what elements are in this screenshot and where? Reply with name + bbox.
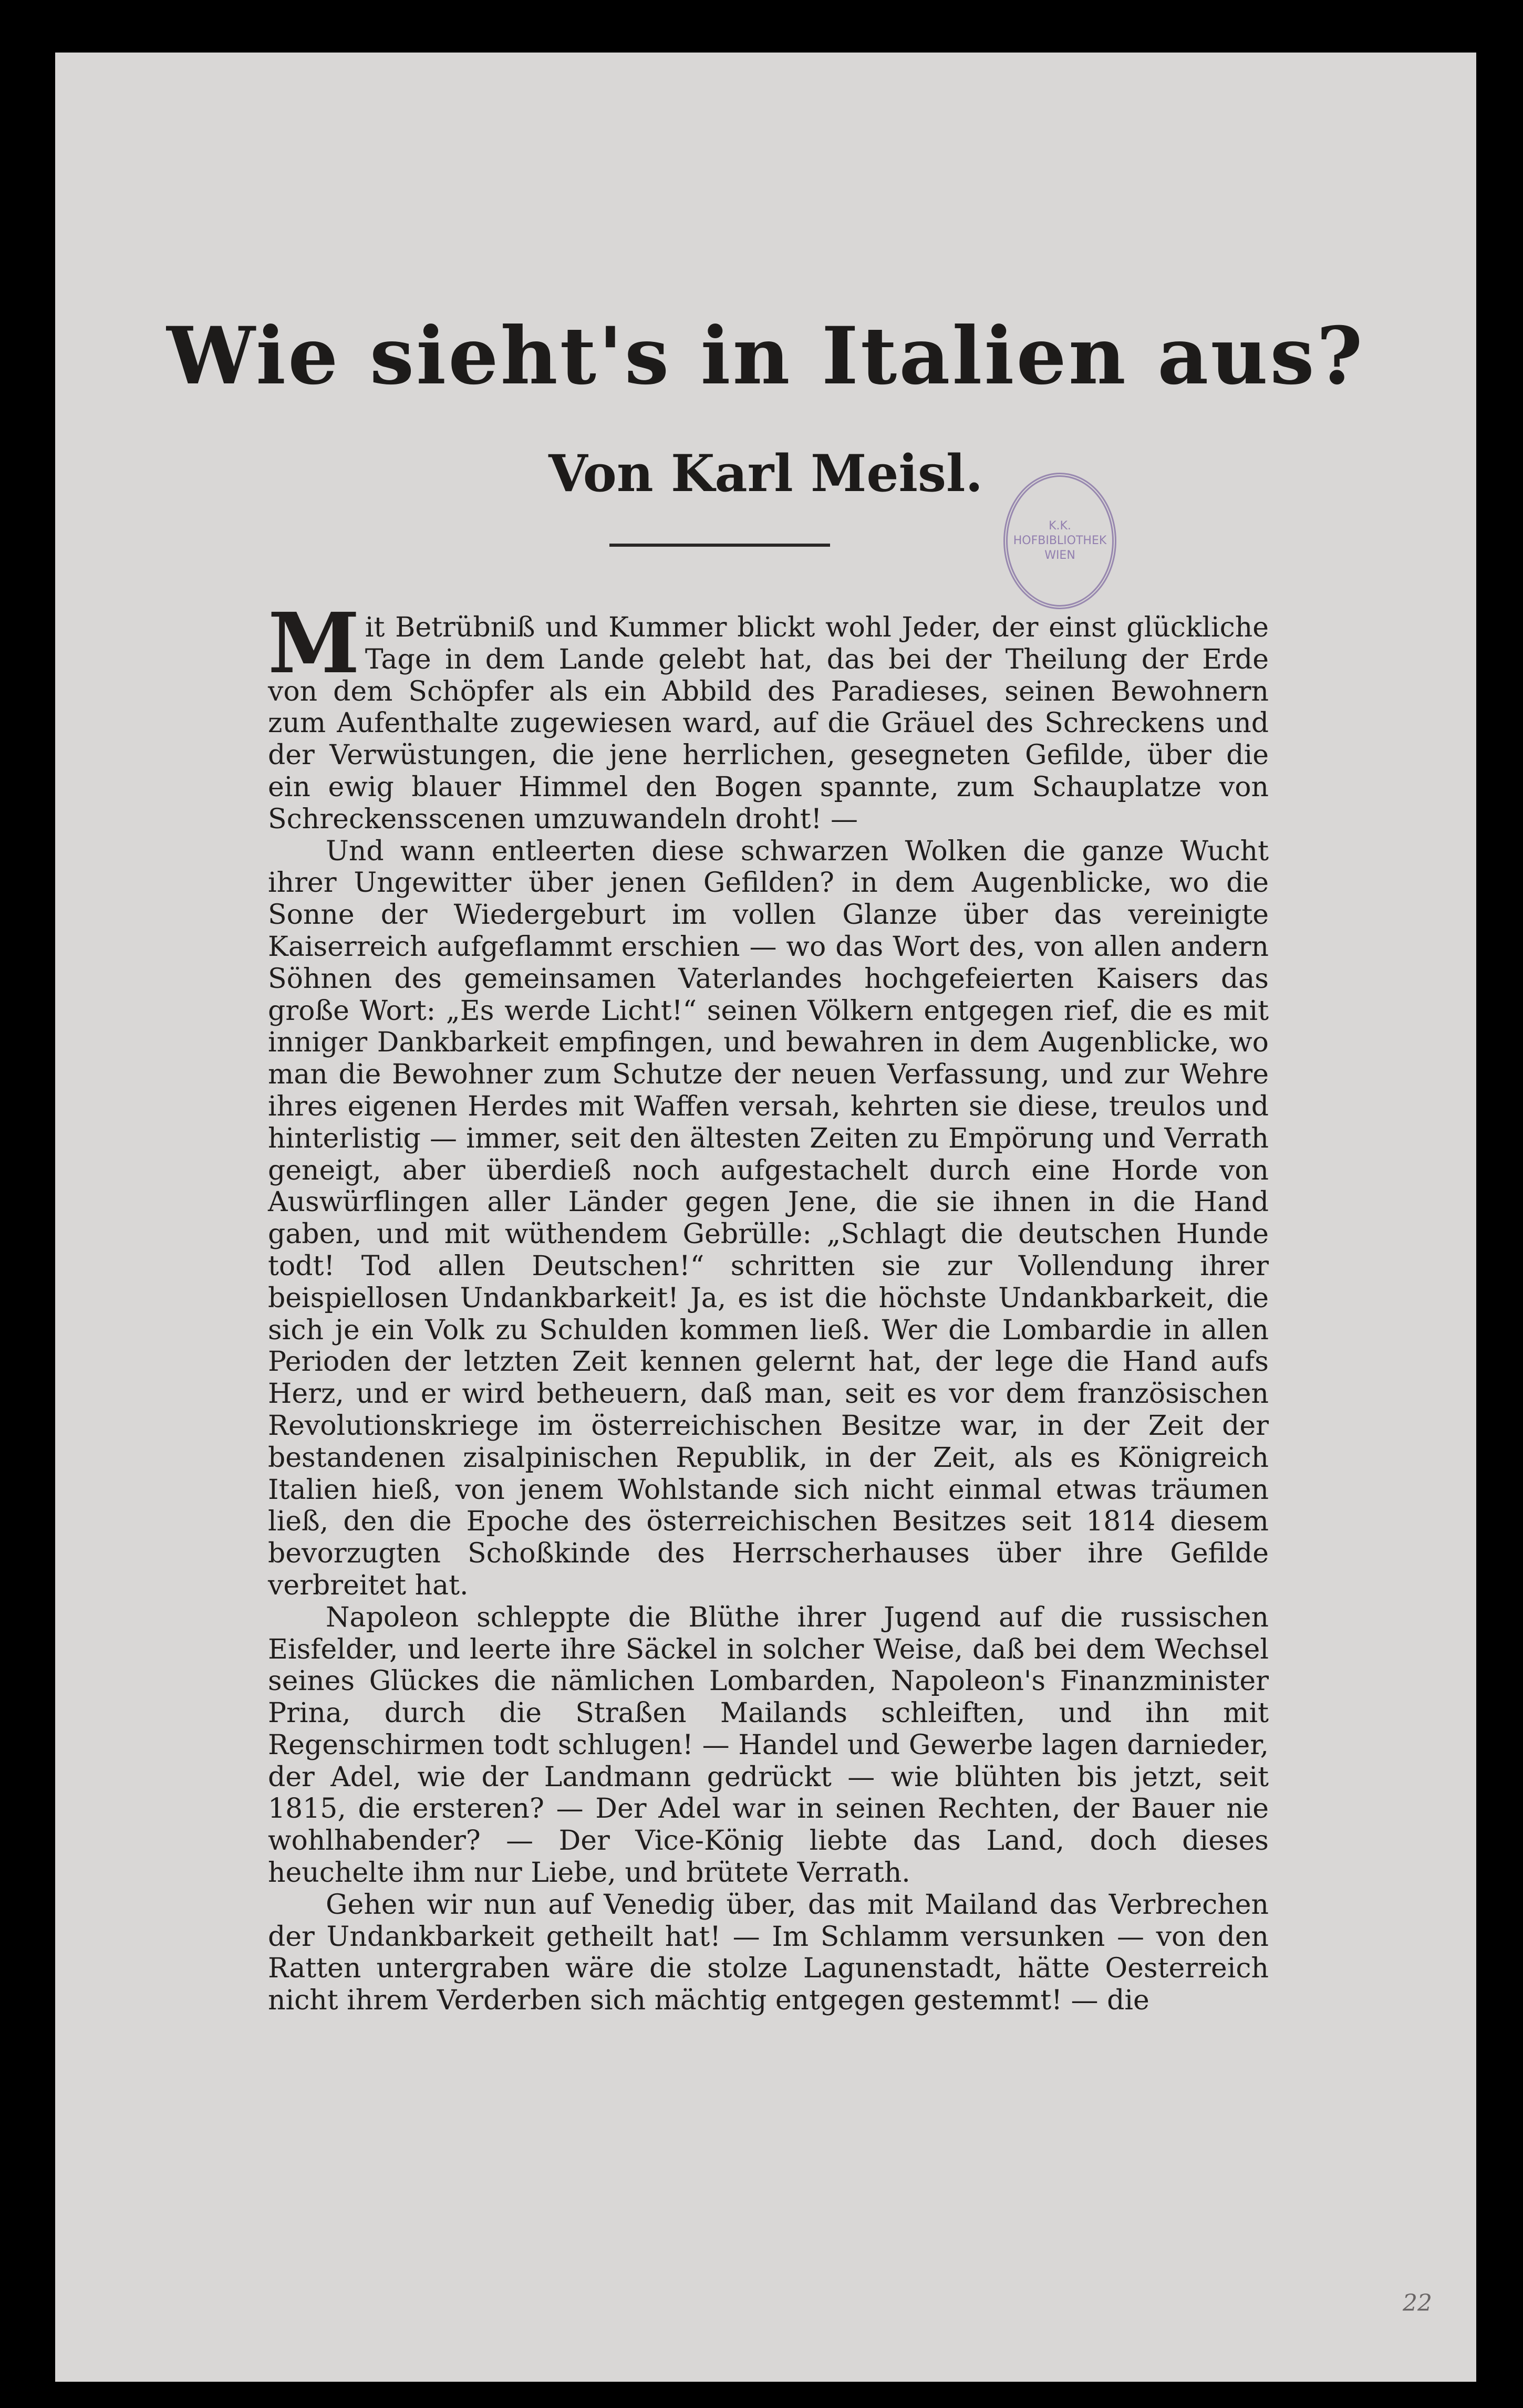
paragraph-1 <box>268 595 1269 836</box>
page-number: 22 <box>1403 2290 1432 2317</box>
title-divider <box>609 544 830 547</box>
drop-cap: M <box>268 595 360 692</box>
paragraph-4: Gehen wir nun auf Venedig über, das mit Mailand das Verbrechen der Undankbarkeit getheilt hat! — Im Schlamm versunken — von den Ratten untergraben wäre die stolze Lagunenstadt, hätte Oesterreich nicht ihrem Verderben sich mächtig entgegen gestemmt! — die <box>268 1889 1269 2017</box>
document-page <box>55 53 1476 2382</box>
stamp-text: K.K. HOFBIBLIOTHEK WIEN <box>1013 519 1107 562</box>
document-title: Wie sieht's in Italien aus? <box>167 310 1365 402</box>
paragraph-3: Napoleon schleppte die Blüthe ihrer Jugend auf die russischen Eisfelder, und leerte ihre Säckel in solcher Weise, daß bei dem Wechsel seines Glückes die nämlichen Lombarden, Napoleon's Finanzminister Prina, durch die Straßen Mailands schleiften, und ihn mit Regenschirmen todt schlugen! — Handel und Gewerbe lagen darnieder, der Adel, wie der Landmann gedrückt — wie blühten bis jetzt, seit 1815, die ersteren? — Der Adel war in seinen Rechten, der Bauer nie wohlhabender? — Der Vice-König liebte das Land, doch dieses heuchelte ihm nur Liebe, und brütete Verrath. <box>268 1601 1269 1889</box>
paragraph-1-text: it Betrübniß und Kummer blickt wohl Jeder, der einst glückliche Tage in dem Lande gelebt hat, das bei der Theilung der Erde von dem Schöpfer als ein Abbild des Paradieses, seinen Bewohnern zum Aufenthalte zugewiesen ward, auf die Gräuel des Schreckens und der Verwüstungen, die jene herrlichen, gesegneten Gefilde, über die ein ewig blauer Himmel den Bogen spannte, zum Schauplatze von Schreckensscenen umzuwandeln droht! — <box>268 612 1269 835</box>
library-stamp <box>1003 473 1116 609</box>
author-line: Von Karl Meisl. <box>548 444 983 503</box>
paragraph-2: Und wann entleerten diese schwarzen Wolken die ganze Wucht ihrer Ungewitter über jenen Gefilden? in dem Augenblicke, wo die Sonne der Wiedergeburt im vollen Glanze über das vereinigte Kaiserreich aufgeflammt erschien — wo das Wort des, von allen andern Söhnen des gemeinsamen Vaterlandes hochgefeierten Kaisers das große Wort: „Es werde Licht!“ seinen Völkern entgegen rief, die es mit inniger Dankbarkeit empfingen, und bewahren in dem Augenblicke, wo man die Bewohner zum Schutze der neuen Verfassung, und zur Wehre ihres eigenen Herdes mit Waffen versah, kehrten sie diese, treulos und hinterlistig — immer, seit den ältesten Zeiten zu Empörung und Verrath geneigt, aber überdieß noch aufgestachelt durch eine Horde von Auswürflingen aller Länder gegen Jene, die sie ihnen in die Hand gaben, und mit wüthendem Gebrülle: „Schlagt die deutschen Hunde todt! Tod allen Deutschen!“ schritten sie zur Vollendung ihrer beispiellosen Undankbarkeit! Ja, es ist die höchste Undankbarkeit, die sich je ein Volk zu Schulden kommen ließ. Wer die Lombardie in allen Perioden der letzten Zeit kennen gelernt hat, der lege die Hand aufs Herz, und er wird betheuern, daß man, seit es vor dem französischen Revolutionskriege im österreichischen Besitze war, in der Zeit der bestandenen zisalpinischen Republik, in der Zeit, als es Königreich Italien hieß, von jenem Wohlstande sich nicht einmal etwas träumen ließ, den die Epoche des österreichischen Besitzes seit 1814 diesem bevorzugten Schoßkinde des Herrscherhauses über ihre Gefilde verbreitet hat. <box>268 835 1269 1601</box>
body-text <box>268 595 1269 2017</box>
